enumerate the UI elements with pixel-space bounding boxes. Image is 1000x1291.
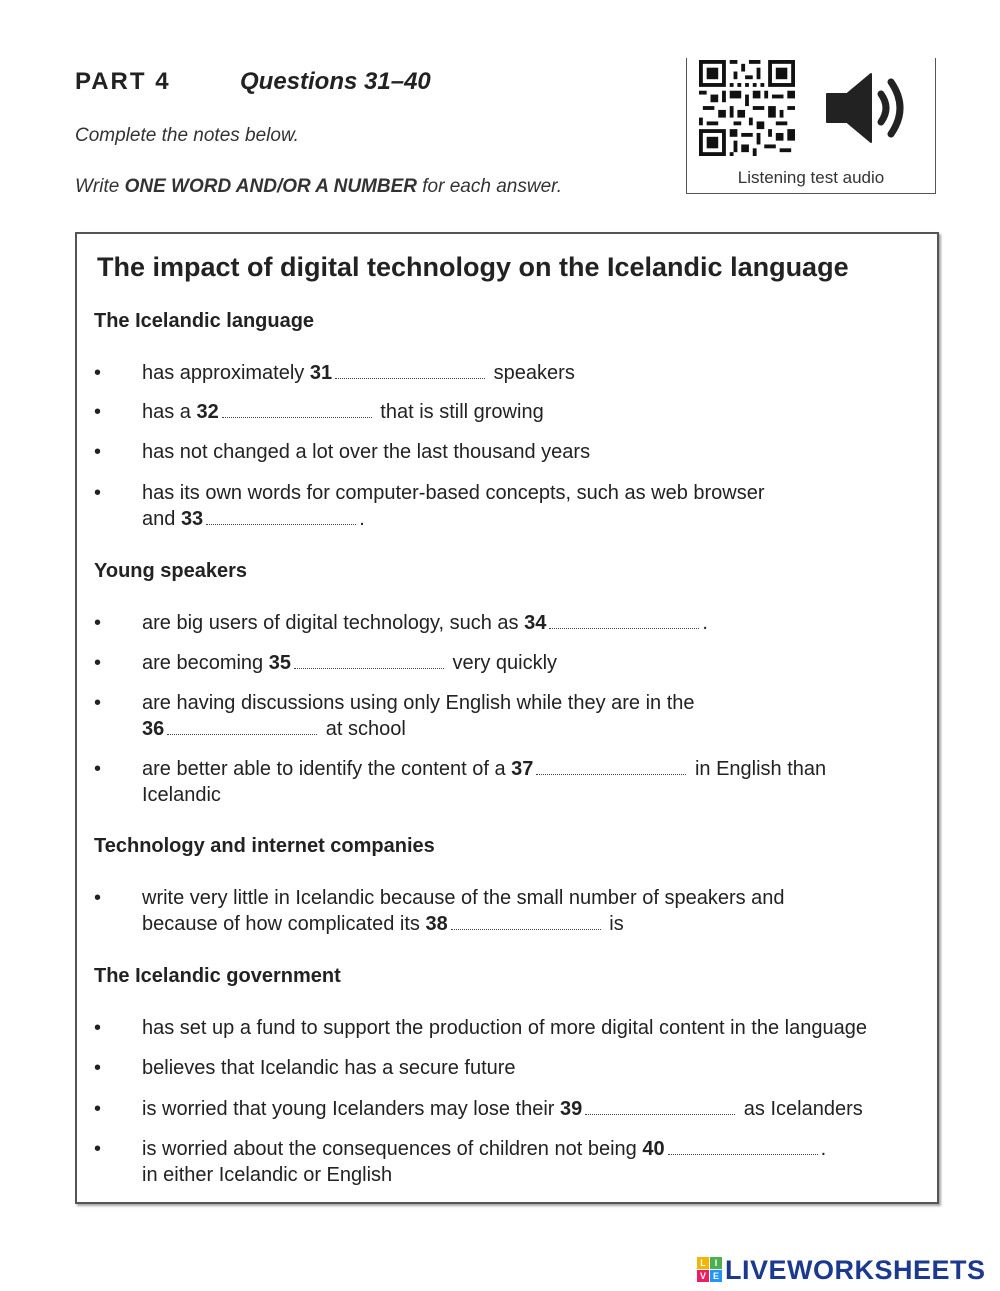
- bullet-icon: •: [94, 887, 102, 909]
- bullet-icon: •: [94, 758, 102, 780]
- bullet-icon: •: [94, 1098, 102, 1120]
- instruction-complete-notes: Complete the notes below.: [75, 125, 299, 146]
- bullet-icon: •: [94, 482, 102, 504]
- bullet-icon: •: [94, 1057, 102, 1079]
- bullet-icon: •: [94, 652, 102, 674]
- bullet-icon: •: [94, 1138, 102, 1160]
- logo-text: LIVEWORKSHEETS: [725, 1255, 986, 1285]
- questions-range: Questions 31–40: [240, 68, 431, 95]
- question-number: 32: [196, 401, 219, 423]
- answer-gap-38[interactable]: [451, 911, 601, 930]
- part-title: PART 4: [75, 68, 171, 95]
- question-number: 38: [425, 913, 448, 935]
- question-number: 39: [559, 1098, 583, 1120]
- audio-caption: Listening test audio: [737, 168, 885, 187]
- answer-gap-32[interactable]: [222, 399, 372, 418]
- liveworksheets-logo-icon: [697, 1257, 723, 1283]
- audio-panel[interactable]: [686, 58, 936, 194]
- section-heading: The Icelandic government: [94, 965, 341, 987]
- question-number: 33: [180, 508, 204, 530]
- answer-gap-39[interactable]: [585, 1096, 735, 1115]
- bullet-icon: •: [94, 1017, 102, 1039]
- answer-gap-34[interactable]: [549, 610, 699, 629]
- notes-panel: The impact of digital technology on the Icelandic language The Icelandic language • has approximately 31 speakers • has a 32 that is still growing • has not changed a lot over the last thousand years • has its own words for computer-based concepts, such as web browser and 33 . Young speakers • are big users of digital technology, such as 34 . • are becoming 35 very quickly • are having discussions using only English while they are in the 36 at school • are better able to identify the content of a 37 in English than Icelandic Technology and internet companies • write very little in Icelandic because of the small number of speakers and because of how complicated its 38 is The Icelandic government • has set up a fund to support the production of more digital content in the language • believes that Icelandic has a secure future • is worried that young Icelanders may lose their 39 as Icelanders • is worried about the consequences of children not being 40 . in either Icelandic or English: [75, 232, 939, 1204]
- section-heading: The Icelandic language: [94, 310, 315, 332]
- answer-gap-40[interactable]: [668, 1136, 818, 1155]
- answer-gap-36[interactable]: [167, 716, 317, 735]
- answer-gap-31[interactable]: [335, 360, 485, 379]
- question-number: 40: [642, 1138, 665, 1160]
- bullet-icon: •: [94, 401, 102, 423]
- answer-gap-33[interactable]: [206, 506, 356, 525]
- speaker-icon[interactable]: [825, 68, 911, 148]
- logo-cube: E: [710, 1270, 722, 1282]
- section-heading: Technology and internet companies: [94, 835, 435, 857]
- question-number: 35: [268, 652, 291, 674]
- question-number: 34: [524, 612, 547, 634]
- question-number: 37: [511, 758, 534, 780]
- bullet-icon: •: [94, 692, 102, 714]
- notes-title: The impact of digital technology on the Icelandic language: [97, 252, 849, 282]
- bullet-icon: •: [94, 362, 102, 384]
- answer-gap-37[interactable]: [536, 756, 686, 775]
- question-number: 31: [309, 362, 333, 384]
- section-heading: Young speakers: [94, 560, 248, 582]
- question-number: 36: [142, 718, 165, 740]
- qr-code-icon[interactable]: [699, 60, 795, 156]
- instruction-word-limit: Write ONE WORD AND/OR A NUMBER for each answer.: [75, 176, 563, 197]
- logo-cube: V: [697, 1270, 709, 1282]
- logo-cube: I: [710, 1257, 722, 1269]
- logo-cube: L: [697, 1257, 709, 1269]
- bullet-icon: •: [94, 612, 102, 634]
- bullet-icon: •: [94, 441, 102, 463]
- answer-gap-35[interactable]: [294, 650, 444, 669]
